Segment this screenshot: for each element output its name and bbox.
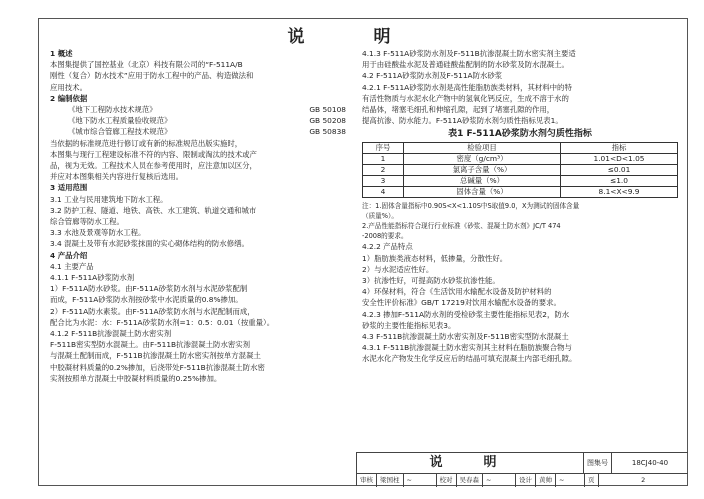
title-block xyxy=(356,452,688,486)
text-line: 3.1 工业与民用建筑地下防水工程。 xyxy=(50,194,168,204)
text-line: 本图集提供了国控基业（北京）科技有限公司的“F-511A/B xyxy=(50,60,243,70)
reference-name: 《地下工程防水技术规范》 xyxy=(68,105,157,115)
table-row xyxy=(363,154,678,165)
design-name: 黄帅 xyxy=(536,474,556,487)
section-heading: 4 产品介绍 xyxy=(50,250,88,260)
table-cell: 密度（g/cm³） xyxy=(404,154,561,165)
table-cell: 1.01<D<1.05 xyxy=(561,154,678,165)
table-cell: 固体含量（%） xyxy=(404,187,561,198)
text-line: 实剂按照单方混凝土中胶凝材料质量的0.25%掺加。 xyxy=(50,373,222,383)
text-line: 而成，F-511A砂浆防水剂按砂浆中水泥质量的0.8%掺加。 xyxy=(50,295,243,305)
section-heading: 3 适用范围 xyxy=(50,183,88,193)
text-line: 安全性评价标准》GB/T 17219对饮用水输配水设备的要求。 xyxy=(362,298,561,308)
reference-code: GB 50838 xyxy=(309,127,346,137)
table-row xyxy=(363,187,678,198)
table-cell: 4 xyxy=(363,187,404,198)
text-line: 水泥水化产物发生化学反应后的结晶可填充混凝土内部毛细孔隙。 xyxy=(362,354,577,364)
text-line: 4.3.1 F-511B抗渗混凝土防水密实剂其主材料在脂肪族聚合物与 xyxy=(362,343,572,353)
text-line: 4.2 F-511A砂浆防水剂及F-511A防水砂浆 xyxy=(362,71,503,81)
design-signature: ~ xyxy=(556,474,585,487)
text-line: 4.2.2 产品特点 xyxy=(362,242,413,252)
table-row xyxy=(363,165,678,176)
text-line: 中胶凝材料质量的0.2%掺加，后浇带处F-511B抗渗混凝土防水密 xyxy=(50,362,265,372)
reference-item xyxy=(50,115,346,126)
reference-name: 《城市综合管廊工程技术规范》 xyxy=(68,127,172,137)
text-line: 当依据的标准规范进行修订或有新的标准规范出版实施时， xyxy=(50,138,243,148)
table-title: 表1 F-511A砂浆防水剂匀质性指标 xyxy=(448,129,592,140)
text-line: 配合比为水泥：水：F-511A砂浆防水剂=1：0.5：0.01（按重量）。 xyxy=(50,317,275,327)
table-cell: 1 xyxy=(363,154,404,165)
header-no: 序号 xyxy=(363,143,404,154)
page-label: 页 xyxy=(585,474,599,487)
reference-item xyxy=(50,126,346,137)
text-line: 1）F-511A防水砂浆。由F-511A砂浆防水剂与水泥砂浆配制 xyxy=(50,284,248,294)
text-line: 4.1.2 F-511B抗渗混凝土防水密实剂 xyxy=(50,329,172,339)
text-line: 3.4 混凝土及带有水泥砂浆抹面的实心砌体结构的防水修缮。 xyxy=(50,239,249,249)
text-line: 砂浆的主要性能指标见表3。 xyxy=(362,320,456,330)
text-line: 4.3 F-511B抗渗混凝土防水密实剂及F-511B密实型防水混凝土 xyxy=(362,332,569,342)
page-number: 2 xyxy=(641,476,646,484)
text-line: 3.2 防护工程、隧道、地铁、高铁、水工建筑、轨道交通和城市 xyxy=(50,205,257,215)
section-heading: 1 概述 xyxy=(50,49,73,58)
check-signature: ~ xyxy=(483,474,516,487)
text-line: 2）与水泥适应性好。 xyxy=(362,264,434,274)
table-row xyxy=(363,176,678,187)
text-line: 综合管廊等防水工程。 xyxy=(50,217,124,227)
text-line: 4.1.1 F-511A砂浆防水剂 xyxy=(50,273,135,283)
right-column xyxy=(362,48,678,365)
page-title: 说 明 xyxy=(287,27,417,47)
text-line: 品，视为无效。工程技术人员在参考使用时，应注意加以区分， xyxy=(50,161,257,171)
table-header-row xyxy=(363,143,678,154)
text-line: 4）环保材料，符合《生活饮用水输配水设备及防护材料的 xyxy=(362,287,552,297)
note-line: 2.产品性能指标符合现行行业标准《砂浆、混凝土防水剂》JC/T 474 xyxy=(362,222,561,231)
text-line: 应用技术。 xyxy=(50,82,87,92)
review-label: 审核 xyxy=(357,474,377,487)
table-cell: 总碱量（%） xyxy=(404,176,561,187)
design-label: 设计 xyxy=(516,474,536,487)
header-spec: 指标 xyxy=(561,143,678,154)
table-cell: 3 xyxy=(363,176,404,187)
note-line: （质量%）。 xyxy=(362,212,398,221)
table-cell: ≤0.01 xyxy=(561,165,678,176)
text-line: 3）抗渗性好，可提高防水砂浆抗渗性能。 xyxy=(362,276,500,286)
text-line: 4.2.1 F-511A砂浆防水剂是高性能脂肪族类材料，其材料中的特 xyxy=(362,82,572,92)
atlas-label: 图集号 xyxy=(583,453,611,473)
text-line: 并应对本图集相关内容进行复核后选用。 xyxy=(50,172,184,182)
text-line: 4.1.3 F-511A砂浆防水剂及F-511B抗渗混凝土防水密实剂主要适 xyxy=(362,49,576,58)
header-item: 检验项目 xyxy=(404,143,561,154)
review-name: 梁国柱 xyxy=(377,474,404,487)
table-cell: 2 xyxy=(363,165,404,176)
left-column xyxy=(50,48,346,384)
text-line: 用于由硅酸盐水泥及普通硅酸盐配制的防水砂浆及防水混凝土。 xyxy=(362,60,569,70)
reference-name: 《地下防水工程质量验收规范》 xyxy=(68,116,172,126)
note-line: -2008的要求。 xyxy=(362,232,408,241)
text-line: 有活性物质与水泥水化产物中的氢氧化钙反应，生成不溶于水的 xyxy=(362,93,569,103)
reference-code: GB 50108 xyxy=(309,105,346,115)
table-cell: ≤1.0 xyxy=(561,176,678,187)
atlas-number: 18CJ40-40 xyxy=(611,453,688,473)
table-cell: 氯离子含量（%） xyxy=(404,165,561,176)
text-line: 4.2.3 掺加F-511A防水剂的受检砂浆主要性能指标见表2，防水 xyxy=(362,309,570,319)
text-line: F-511B密实型防水混凝土。由F-511B抗渗混凝土防水密实剂 xyxy=(50,340,251,350)
text-line: 4.1 主要产品 xyxy=(50,261,94,271)
text-line: 结晶体，堵塞毛细孔和伸缩孔隙，起到了堵塞孔隙的作用， xyxy=(362,105,555,115)
table-cell: 8.1<X<9.9 xyxy=(561,187,678,198)
text-line: 2）F-511A防水素浆。由F-511A砂浆防水剂与水泥配制而成， xyxy=(50,306,255,316)
reference-item xyxy=(50,104,346,115)
check-label: 校对 xyxy=(437,474,457,487)
text-line: 刚性（复合）防水技术”应用于防水工程中的产品、构造做法和 xyxy=(50,71,254,81)
text-line: 与混凝土配制而成，F-511B抗渗混凝土防水密实剂按单方混凝土 xyxy=(50,351,261,361)
text-line: 本图集与现行工程建设标准不符的内容、限制或淘汰的技术或产 xyxy=(50,149,257,159)
note-line: 注：1.固体含量指标中0.90S<X<1.10S中S取值9.0，X为测试的固体含量 xyxy=(362,202,580,211)
title-block-name: 说 明 xyxy=(429,455,511,470)
quality-table xyxy=(362,142,678,198)
text-line: 提高抗渗、防水能力。F-511A砂浆防水剂匀质性指标见表1。 xyxy=(362,116,563,126)
table-notes xyxy=(362,201,678,241)
review-signature: ~ xyxy=(404,474,437,487)
text-line: 3.3 水池及景观等防水工程。 xyxy=(50,228,146,238)
reference-code: GB 50208 xyxy=(309,116,346,126)
section-heading: 2 编制依据 xyxy=(50,93,88,103)
text-line: 1）脂肪族类液态材料，低掺量，分散性好。 xyxy=(362,253,508,263)
check-name: 吴春森 xyxy=(457,474,484,487)
